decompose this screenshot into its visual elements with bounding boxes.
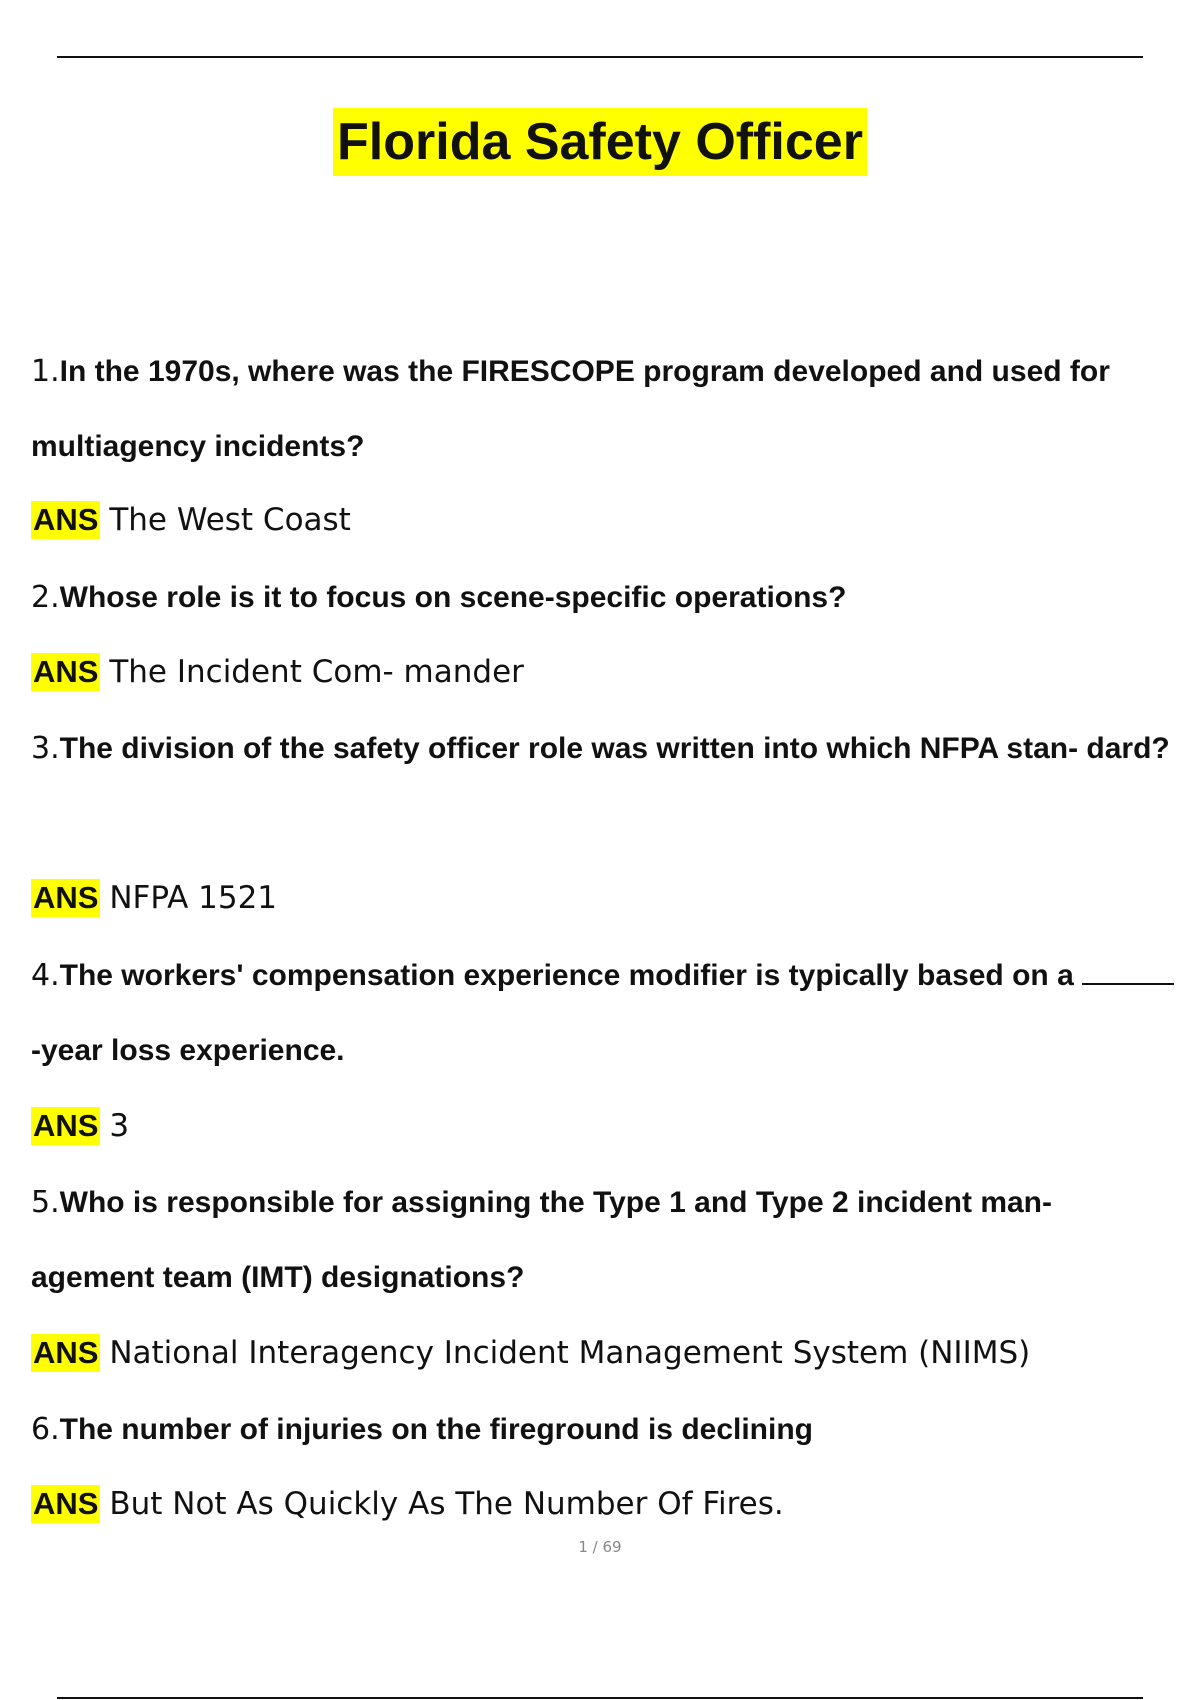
- question-1: [31, 334, 1181, 484]
- question-text-after-blank: -year loss experience.: [31, 1034, 345, 1067]
- question-2: [31, 560, 1181, 635]
- ans-label: ANS: [33, 1108, 99, 1143]
- question-text: In the 1970s, where was the FIRESCOPE program developed and used for multiagency incidents?: [31, 355, 1110, 463]
- answer-4: [31, 1105, 1181, 1146]
- ans-label: ANS: [33, 654, 99, 689]
- question-3: [31, 711, 1181, 786]
- fill-in-blank: [1082, 957, 1174, 985]
- answer-3: [31, 877, 1181, 918]
- question-number: 4.: [31, 958, 60, 993]
- answer-2: [31, 651, 1181, 692]
- question-number: 6.: [31, 1412, 60, 1447]
- answer-text: The West Coast: [109, 502, 351, 538]
- answer-text: The Incident Com- mander: [109, 654, 524, 690]
- answer-6: [31, 1483, 1181, 1524]
- question-number: 2.: [31, 580, 60, 615]
- question-text: Who is responsible for assigning the Type 1 and Type 2 incident man- agement team (IMT) designations?: [31, 1186, 1052, 1294]
- title-block: [0, 108, 1200, 176]
- question-number: 1.: [31, 354, 60, 389]
- answer-text: National Interagency Incident Management System (NIIMS): [109, 1335, 1031, 1371]
- document-title: Florida Safety Officer: [333, 108, 867, 176]
- answer-5: [31, 1332, 1181, 1373]
- answer-text: NFPA 1521: [109, 880, 278, 916]
- answer-text: 3: [109, 1108, 130, 1144]
- ans-label: ANS: [33, 1335, 99, 1370]
- question-text: The number of injuries on the fireground is declining: [59, 1413, 813, 1446]
- question-5: [31, 1165, 1181, 1315]
- question-text: Whose role is it to focus on scene-specific operations?: [59, 581, 847, 614]
- question-number: 3.: [31, 731, 60, 766]
- question-text: The division of the safety officer role was written into which NFPA stan- dard?: [59, 732, 1170, 765]
- ans-label: ANS: [33, 502, 99, 537]
- page-indicator: 1 / 69: [578, 1538, 622, 1556]
- question-text-before-blank: The workers' compensation experience modifier is typically based on a: [59, 959, 1074, 992]
- top-rule: [57, 56, 1143, 58]
- question-number: 5.: [31, 1185, 60, 1220]
- ans-label: ANS: [33, 880, 99, 915]
- answer-1: [31, 499, 1181, 540]
- question-6: [31, 1392, 1181, 1467]
- bottom-rule: [57, 1697, 1143, 1699]
- ans-label: ANS: [33, 1486, 99, 1521]
- answer-text: But Not As Quickly As The Number Of Fires.: [109, 1486, 784, 1522]
- question-4: [31, 938, 1181, 1088]
